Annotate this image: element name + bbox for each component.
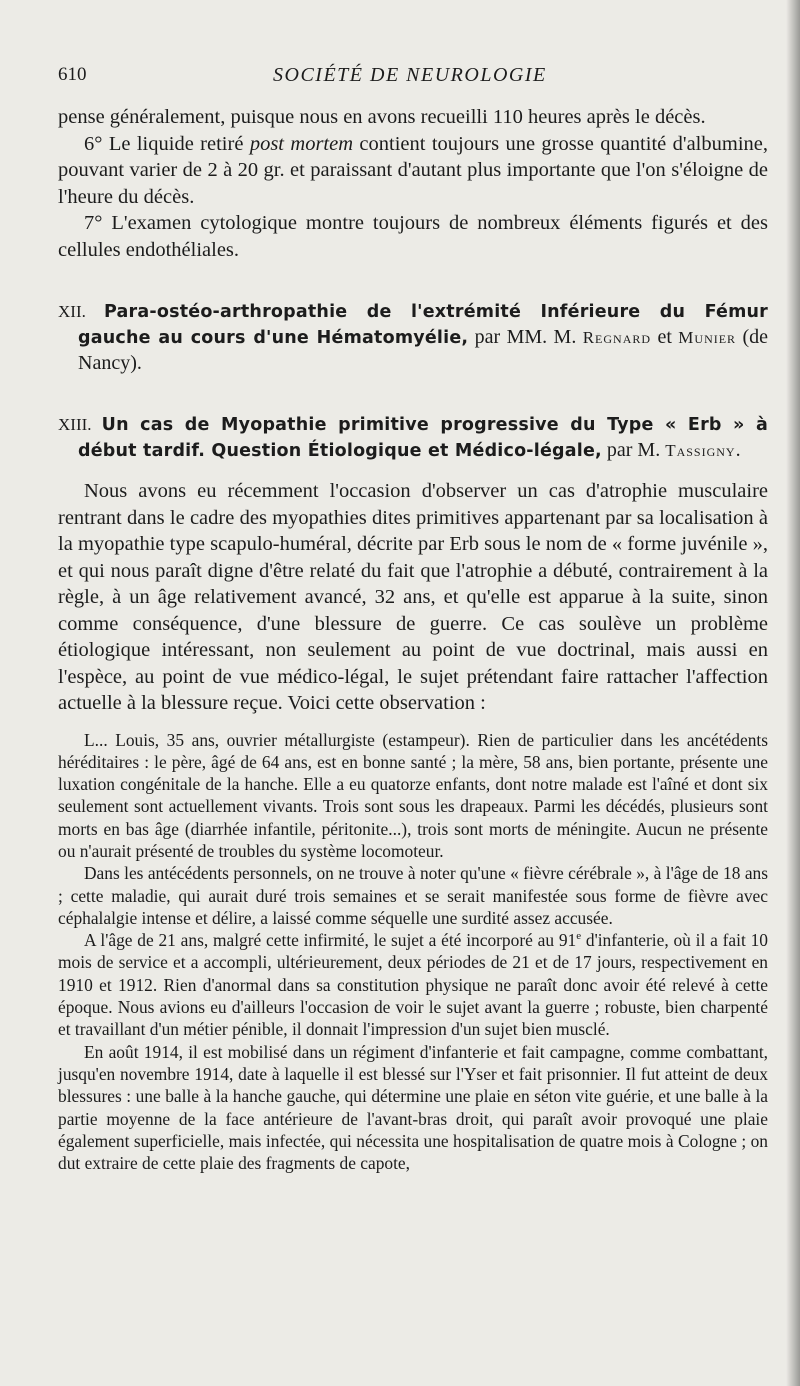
observation-paragraph-1: L... Louis, 35 ans, ouvrier métallurgiste (estampeur). Rien de particulier dans les ancétédents héréditaires : le père, âgé de 64 ans, est en bonne santé ; la mère, 58 ans, bien portante, présente une luxation congénitale de la hanche. Elle a eu quatorze enfants, dont notre malade est l'aîné et dont six seulement sont actuellement vivants. Trois sont sous les drapeaux. Parmi les décédés, plusieurs sont morts en bas âge (diarrhée infantile, péritonite...), trois sont morts de méningite. Aucun ne présente ou n'aurait présenté de troubles du système locomoteur.	[58, 729, 768, 861]
section-13-number: XIII.	[58, 415, 92, 434]
intro-p2-start: 6° Le liquide retiré	[84, 132, 250, 155]
section-12-author-1: Regnard	[582, 328, 652, 347]
observation-block	[58, 729, 768, 1175]
body-text	[58, 104, 768, 1174]
intro-paragraph-1: pense généralement, puisque nous en avons recueilli 110 heures après le décès.	[58, 106, 706, 128]
running-title: SOCIÉTÉ DE NEUROLOGIE	[273, 64, 547, 86]
section-12-by: par MM. M.	[468, 326, 583, 348]
section-13-end: .	[735, 439, 741, 461]
section-13-title: Un cas de Myopathie primitive progressive du Type « Erb » à début tardif. Question Étiologique et Médico-légale,	[78, 415, 768, 461]
observation-p3-superscript: e	[576, 930, 582, 943]
intro-p2-end: contient toujours une grosse quantité d'albumine, pouvant varier de 2 à 20 gr. et paraissant d'autant plus importante que l'on s'éloigne de l'heure du décès.	[58, 132, 768, 208]
section-13-author: Tassigny	[665, 441, 736, 460]
section-12-and: et	[651, 326, 679, 348]
observation-p3-end: d'infanterie, où il a fait 10 mois de service et a accompli, ultérieurement, deux périodes de 21 et de 17 jours, respectivement en 1910 et 1912. Rien d'anormal dans sa constitution physique ne paraît donc avoir été relevé à cette époque. Nous avions eu d'ailleurs l'occasion de voir le sujet avant la guerre ; robuste, bien charpenté et travaillant d'un métier pénible, il donnait l'impression d'un sujet bien musclé.	[58, 930, 768, 1040]
section-12-author-2: Munier	[678, 328, 737, 347]
observation-p3-start: A l'âge de 21 ans, malgré cette infirmité, le sujet a été incorporé au 91	[84, 930, 577, 951]
page-edge-shadow	[786, 0, 800, 1386]
section-13-heading	[58, 412, 768, 464]
section-12-heading	[58, 299, 768, 376]
section-12-title: Para-ostéo-arthropathie de l'extrémité Inférieure du Fémur gauche au cours d'une Hématomyélie,	[78, 302, 769, 348]
section-13-by: par M.	[601, 439, 666, 461]
page-header	[58, 64, 768, 94]
main-paragraph: Nous avons eu récemment l'occasion d'observer un cas d'atrophie musculaire rentrant dans le cadre des myopathies dites primitives appartenant par sa localisation à la myopathie type scapulo-huméral, décrite par Erb sous le nom de « forme juvénile », et qui nous paraît digne d'être relaté du fait que l'atrophie a débuté, contrairement à la règle, à un âge relativement avancé, 32 ans, et qu'elle est apparue à la suite, sinon comme conséquence, d'une blessure de guerre. Ce cas soulève un problème étiologique intéressant, non seulement au point de vue doctrinal, mais aussi en l'espèce, au point de vue médico-légal, le sujet prétendant faire rattacher l'affection actuelle à la blessure reçue. Voici cette observation :	[58, 480, 768, 714]
section-12-number: XII.	[58, 302, 86, 321]
page-number: 610	[58, 64, 87, 85]
section-12-place: (de Nancy).	[78, 326, 768, 374]
observation-paragraph-3	[58, 929, 768, 1040]
observation-paragraph-4: En août 1914, il est mobilisé dans un régiment d'infanterie et fait campagne, comme combattant, jusqu'en novembre 1914, date à laquelle il est blessé sur l'Yser et fait prisonnier. Il fut atteint de deux blessures : une balle à la hanche gauche, qui détermine une plaie en séton vite guérie, et une balle à la partie moyenne de la face antérieure de l'avant-bras droit, qui paraît avoir provoqué une plaie également superficielle, mais infectée, qui nécessita une hospitalisation de quatre mois à Cologne ; on dut extraire de cette plaie des fragments de capote,	[58, 1041, 768, 1174]
intro-p2-emphasis: post mortem	[249, 132, 354, 155]
intro-paragraph-2	[58, 131, 768, 211]
intro-paragraph-3: 7° L'examen cytologique montre toujours de nombreux éléments figurés et des cellules endothéliales.	[58, 212, 768, 261]
observation-paragraph-2: Dans les antécédents personnels, on ne trouve à noter qu'une « fièvre cérébrale », à l'âge de 18 ans ; cette maladie, qui aurait duré trois semaines et se serait manifestée sous forme de fièvre avec céphalalgie intense et délire, a laissé comme séquelle une surdité assez accusée.	[58, 863, 768, 928]
